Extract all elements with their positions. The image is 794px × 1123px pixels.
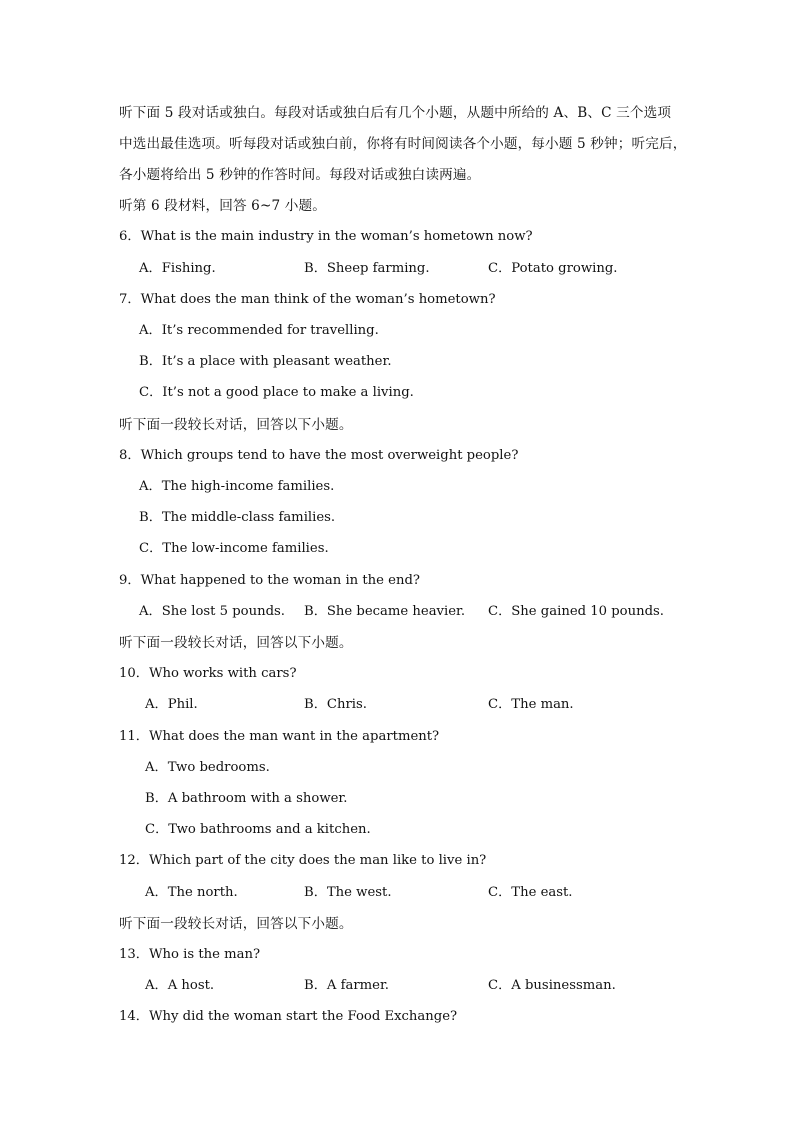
question-12-option-c: C．The east.	[488, 885, 573, 900]
question-9-option-b: B．She became heavier.	[304, 604, 466, 619]
question-11-option-a: A．Two bedrooms.	[145, 760, 270, 775]
question-6-stem: 6．What is the main industry in the woman’s hometown now?	[119, 229, 533, 244]
question-7-option-c: C．It’s not a good place to make a living.	[139, 385, 414, 400]
question-9-option-c: C．She gained 10 pounds.	[488, 604, 664, 619]
section-instruction: 听下面一段较长对话，回答以下小题。	[119, 417, 353, 433]
question-14-stem: 14．Why did the woman start the Food Exchange?	[119, 1009, 458, 1024]
question-13-option-a: A．A host.	[145, 978, 215, 993]
question-8-option-c: C．The low-income families.	[139, 541, 329, 556]
question-12-option-b: B．The west.	[304, 885, 392, 900]
question-10-option-c: C．The man.	[488, 697, 574, 712]
question-7-option-b: B．It’s a place with pleasant weather.	[139, 354, 392, 369]
question-10-stem: 10．Who works with cars?	[119, 666, 297, 681]
question-9-option-a: A．She lost 5 pounds.	[139, 604, 286, 619]
section-instruction: 听下面一段较长对话，回答以下小题。	[119, 635, 353, 651]
instructions-line-2: 中选出最佳选项。听每段对话或独白前，你将有时间阅读各个小题，每小题 5 秒钟；听完后，	[119, 136, 687, 152]
question-13-stem: 13．Who is the man?	[119, 947, 261, 962]
question-8-option-a: A．The high-income families.	[139, 479, 335, 494]
question-11-stem: 11．What does the man want in the apartment?	[119, 729, 440, 744]
question-8-stem: 8．Which groups tend to have the most overweight people?	[119, 448, 519, 463]
question-6-option-b: B．Sheep farming.	[304, 261, 430, 276]
question-10-option-a: A．Phil.	[145, 697, 198, 712]
question-13-option-c: C．A businessman.	[488, 978, 616, 993]
question-12-stem: 12．Which part of the city does the man like to live in?	[119, 853, 487, 868]
question-10-option-b: B．Chris.	[304, 697, 367, 712]
question-8-option-b: B．The middle-class families.	[139, 510, 336, 525]
question-12-option-a: A．The north.	[145, 885, 238, 900]
instructions-line-3: 各小题将给出 5 秒钟的作答时间。每段对话或独白读两遍。	[119, 167, 481, 183]
question-11-option-c: C．Two bathrooms and a kitchen.	[145, 822, 371, 837]
section-6-instruction: 听第 6 段材料，回答 6~7 小题。	[119, 198, 327, 214]
question-6-option-c: C．Potato growing.	[488, 261, 618, 276]
question-9-stem: 9．What happened to the woman in the end?	[119, 573, 420, 588]
section-instruction: 听下面一段较长对话，回答以下小题。	[119, 916, 353, 932]
question-13-option-b: B．A farmer.	[304, 978, 389, 993]
question-11-option-b: B．A bathroom with a shower.	[145, 791, 348, 806]
question-7-option-a: A．It’s recommended for travelling.	[139, 323, 379, 338]
instructions-line-1: 听下面 5 段对话或独白。每段对话或独白后有几个小题，从题中所给的 A、B、C 三个选项	[119, 105, 672, 121]
question-6-option-a: A．Fishing.	[139, 261, 216, 276]
question-7-stem: 7．What does the man think of the woman’s hometown?	[119, 292, 496, 307]
